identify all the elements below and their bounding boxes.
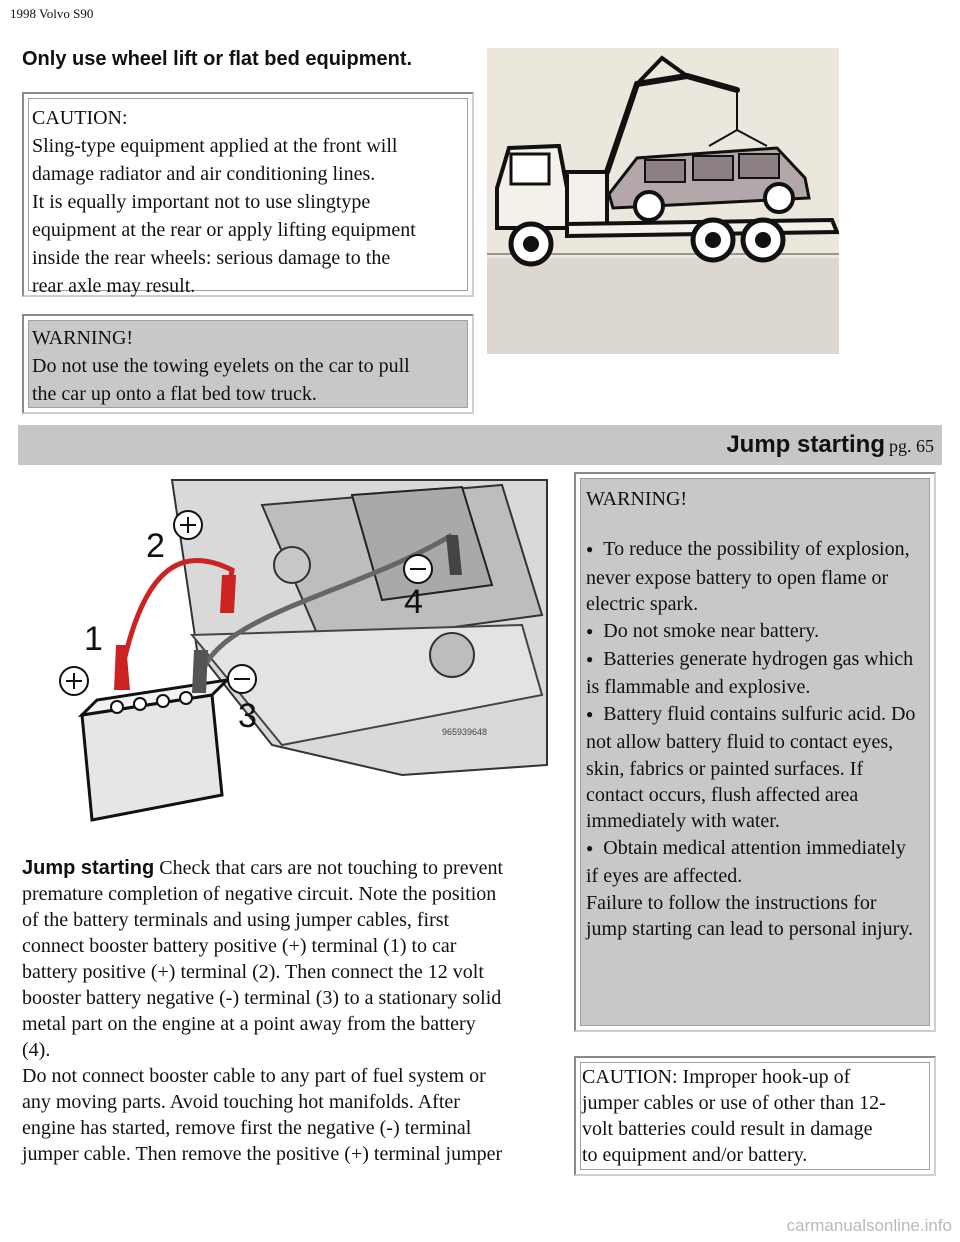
paragraph-lead: Jump starting <box>22 857 155 879</box>
site-watermark: carmanualsonline.info <box>786 1216 952 1235</box>
caution-title: CAUTION: <box>32 107 128 129</box>
section-banner <box>18 425 942 465</box>
document-header: 1998 Volvo S90 <box>10 6 94 21</box>
towing-warning-box <box>22 314 474 414</box>
jump-caution-box <box>574 1056 936 1176</box>
warning-item: ● Batteries generate hydrogen gas which is flammable and explosive. <box>586 646 922 701</box>
paragraph-line: connect booster battery positive (+) terminal (1) to car <box>22 935 457 957</box>
diagram-label-4: 4 <box>404 583 423 621</box>
warning-item: ● Obtain medical attention immediately if eyes are affected. <box>586 835 922 890</box>
warning-item: ● Do not smoke near battery. <box>586 618 922 646</box>
paragraph-line: premature completion of negative circuit. Note the position <box>22 883 497 905</box>
paragraph-line: engine has started, remove first the negative (-) terminal <box>22 1117 472 1139</box>
paragraph-line: any moving parts. Avoid touching hot manifolds. After <box>22 1091 460 1113</box>
warning-list <box>586 536 922 889</box>
diagram-label-3: 3 <box>238 697 257 735</box>
caution-line: CAUTION: Improper hook-up of <box>582 1066 851 1088</box>
paragraph-line: jumper cable. Then remove the positive (+) terminal jumper <box>22 1143 503 1165</box>
paragraph-line: Check that cars are not touching to prevent <box>154 857 504 879</box>
caution-line: damage radiator and air conditioning lines. <box>32 163 376 185</box>
caution-line: jumper cables or use of other than 12- <box>582 1092 886 1114</box>
flatbed-truck-illustration <box>487 48 839 354</box>
caution-line: inside the rear wheels: serious damage to the <box>32 247 391 269</box>
jump-start-diagram <box>22 475 557 840</box>
section-page-ref: pg. 65 <box>889 436 934 456</box>
warning-title: WARNING! <box>32 327 134 349</box>
caution-line: equipment at the rear or apply lifting equipment <box>32 219 416 241</box>
warning-item: ● Battery fluid contains sulfuric acid. Do not allow battery fluid to contact eyes, skin, fabrics or painted surfaces. If contact occurs, flush affected area immediately with water. <box>586 701 922 835</box>
towing-caution-box <box>22 92 474 297</box>
warning-line: Do not use the towing eyelets on the car to pull <box>32 355 410 377</box>
paragraph-line: metal part on the engine at a point away from the battery <box>22 1013 476 1035</box>
section-title: Jump starting <box>726 431 885 458</box>
diagram-label-1: 1 <box>84 620 103 658</box>
diagram-label-2: 2 <box>146 527 165 565</box>
warning-item: ● To reduce the possibility of explosion, never expose battery to open flame or electric spark. <box>586 536 922 617</box>
warning-line: the car up onto a flat bed tow truck. <box>32 383 317 405</box>
paragraph-line: of the battery terminals and using jumper cables, first <box>22 909 450 931</box>
caution-line: Sling-type equipment applied at the front will <box>32 135 398 157</box>
flatbed-truck-drawing <box>487 48 839 354</box>
caution-line: to equipment and/or battery. <box>582 1144 808 1166</box>
caution-line: It is equally important not to use slingtype <box>32 191 371 213</box>
warning-title: WARNING! <box>586 488 688 510</box>
warning-footer: Failure to follow the instructions for jump starting can lead to personal injury. <box>586 891 913 941</box>
jump-warning-box <box>574 472 936 1032</box>
jump-start-paragraph <box>22 855 557 1167</box>
towing-heading: Only use wheel lift or flat bed equipment. <box>22 48 413 70</box>
caution-line: rear axle may result. <box>32 275 196 297</box>
paragraph-line: booster battery negative (-) terminal (3) to a stationary solid <box>22 987 502 1009</box>
paragraph-line: Do not connect booster cable to any part of fuel system or <box>22 1065 486 1087</box>
caution-line: volt batteries could result in damage <box>582 1118 873 1140</box>
diagram-code: 965939648 <box>442 727 488 737</box>
paragraph-line: battery positive (+) terminal (2). Then connect the 12 volt <box>22 961 484 983</box>
paragraph-line: (4). <box>22 1039 51 1061</box>
